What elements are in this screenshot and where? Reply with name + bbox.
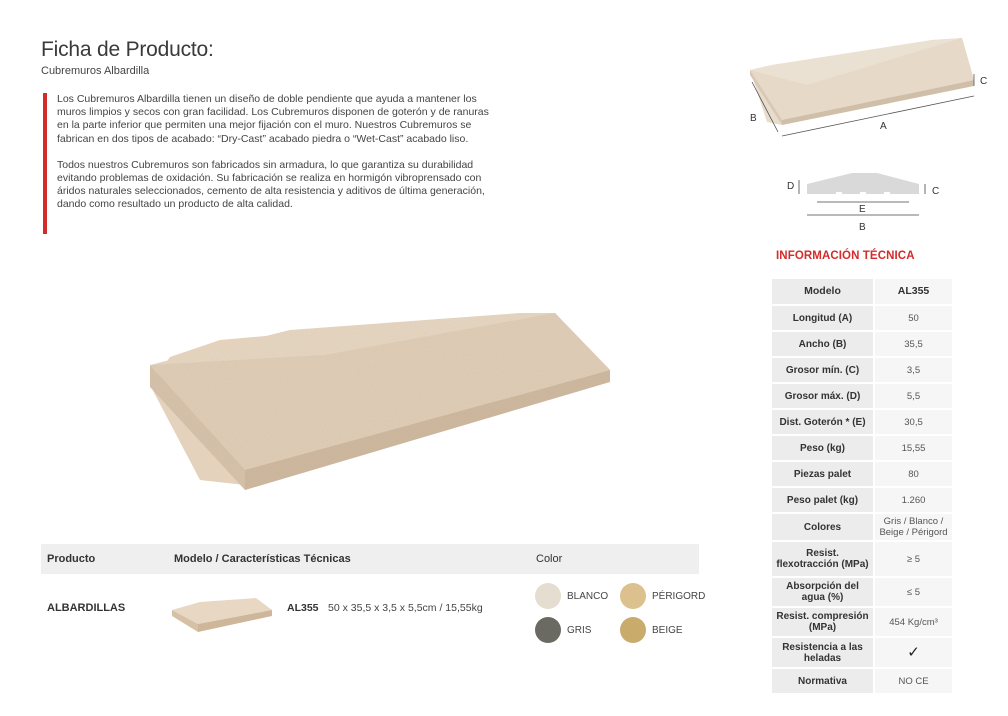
- groove: [884, 192, 890, 195]
- spec-key: Ancho (B): [772, 332, 873, 356]
- product-code: AL355: [287, 602, 319, 614]
- spec-value: 15,55: [873, 436, 952, 460]
- spec-value: AL355: [873, 279, 952, 304]
- color-swatch-perigord: [620, 583, 705, 609]
- spec-row: [772, 410, 952, 436]
- dimension-diagram-isometric: [742, 30, 992, 140]
- dimension-diagram-section: [782, 168, 952, 238]
- color-swatch-gris: [535, 617, 591, 643]
- spec-key: Resist. flexotracción (MPa): [772, 542, 873, 576]
- spec-key: Grosor máx. (D): [772, 384, 873, 408]
- color-swatch-beige: [620, 617, 683, 643]
- spec-value: 3,5: [873, 358, 952, 382]
- spec-row: [772, 608, 952, 638]
- product-table-header: [41, 544, 699, 574]
- header-color: Color: [536, 553, 563, 565]
- spec-value: 454 Kg/cm³: [873, 608, 952, 636]
- spec-value: Gris / Blanco / Beige / Périgord: [873, 514, 952, 540]
- header-model: Modelo / Características Técnicas: [174, 553, 351, 565]
- spec-row: [772, 514, 952, 542]
- swatch-label: GRIS: [567, 624, 592, 636]
- spec-key: Colores: [772, 514, 873, 540]
- label-c: C: [980, 76, 988, 87]
- product-name: ALBARDILLAS: [47, 602, 126, 614]
- label-e: E: [859, 204, 866, 215]
- swatch-label: BLANCO: [567, 590, 609, 602]
- spec-value: 35,5: [873, 332, 952, 356]
- spec-row: [772, 542, 952, 578]
- product-thumbnail: [170, 596, 275, 636]
- info-title: INFORMACIÓN TÉCNICA: [776, 250, 915, 262]
- spec-value: 80: [873, 462, 952, 486]
- spec-row: [772, 279, 952, 306]
- spec-row: [772, 638, 952, 669]
- spec-value: ≥ 5: [873, 542, 952, 576]
- description-paragraph-1: Los Cubremuros Albardilla tienen un diseño de doble pendiente que ayuda a mantener los muros limpios y secos con gran facilidad. Los Cubremuros disponen de goterón y de ranuras en la parte inferior que permiten una mejor fijación con el muro. Nuestros Cubremuros se fabrican en dos tipos de acabado: “Dry-Cast” acabado piedra o “Wet-Cast” acabado liso.: [57, 93, 489, 145]
- spec-row: [772, 488, 952, 514]
- page-title: Ficha de Producto:: [41, 38, 214, 61]
- spec-key: Modelo: [772, 279, 873, 304]
- slab-shape: [150, 313, 610, 490]
- groove: [836, 192, 842, 195]
- slab-drawing: [750, 38, 974, 125]
- spec-key: Resistencia a las heladas: [772, 638, 873, 667]
- color-swatch-blanco: [535, 583, 608, 609]
- spec-key: Grosor mín. (C): [772, 358, 873, 382]
- spec-key: Peso (kg): [772, 436, 873, 460]
- header-product: Producto: [47, 553, 96, 565]
- spec-row: [772, 669, 952, 695]
- spec-value: NO CE: [873, 669, 952, 693]
- spec-value: ✓: [873, 638, 952, 667]
- label-d: D: [787, 181, 795, 192]
- description-paragraph-2: Todos nuestros Cubremuros son fabricados sin armadura, lo que garantiza su durabilidad evitando problemas de oxidación. Su fabricación se realiza en hormigón vibroprensado con áridos naturales seleccionados, cemento de alta resistencia y aditivos de última generación, dando como resultado un producto de alta calidad.: [57, 158, 485, 211]
- product-dimensions: 50 x 35,5 x 3,5 x 5,5cm / 15,55kg: [328, 602, 483, 614]
- accent-bar: [43, 93, 47, 234]
- spec-value: 5,5: [873, 384, 952, 408]
- page-subtitle: Cubremuros Albardilla: [41, 65, 150, 77]
- spec-key: Longitud (A): [772, 306, 873, 330]
- section-shape: [807, 173, 919, 194]
- spec-key: Normativa: [772, 669, 873, 693]
- groove: [860, 192, 866, 195]
- spec-row: [772, 462, 952, 488]
- description: [57, 93, 497, 225]
- spec-table: [772, 279, 952, 695]
- swatch-dot: [535, 617, 561, 643]
- spec-row: [772, 384, 952, 410]
- spec-value: 1.260: [873, 488, 952, 512]
- spec-row: [772, 332, 952, 358]
- spec-row: [772, 436, 952, 462]
- swatch-label: PÉRIGORD: [652, 590, 706, 602]
- spec-key: Piezas palet: [772, 462, 873, 486]
- swatch-dot: [620, 583, 646, 609]
- spec-key: Dist. Goterón * (E): [772, 410, 873, 434]
- product-hero-image: [130, 285, 630, 500]
- spec-key: Absorpción del agua (%): [772, 578, 873, 606]
- label-b: B: [859, 222, 866, 233]
- spec-value: 30,5: [873, 410, 952, 434]
- spec-key: Peso palet (kg): [772, 488, 873, 512]
- spec-row: [772, 306, 952, 332]
- swatch-dot: [620, 617, 646, 643]
- spec-row: [772, 358, 952, 384]
- swatch-label: BEIGE: [652, 624, 683, 636]
- spec-value: 50: [873, 306, 952, 330]
- label-a: A: [880, 121, 887, 132]
- spec-row: [772, 578, 952, 608]
- spec-key: Resist. compresión (MPa): [772, 608, 873, 636]
- label-c: C: [932, 186, 940, 197]
- spec-value: ≤ 5: [873, 578, 952, 606]
- label-b: B: [750, 113, 757, 124]
- swatch-dot: [535, 583, 561, 609]
